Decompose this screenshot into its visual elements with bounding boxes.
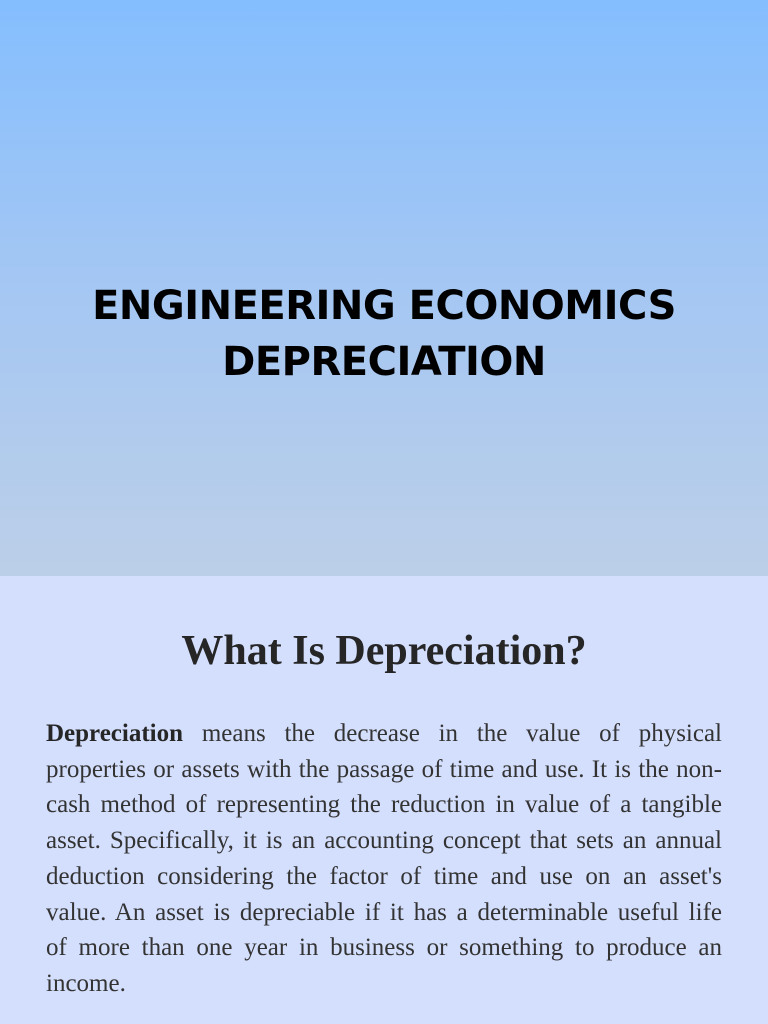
title-line-1: ENGINEERING ECONOMICS (92, 283, 676, 329)
definition-paragraph (46, 716, 722, 1002)
slide-title (0, 278, 768, 390)
content-slide (0, 576, 768, 1024)
definition-term: Depreciation (46, 720, 184, 747)
content-heading: What Is Depreciation? (181, 628, 587, 674)
definition-text: means the decrease in the value of physical properties or assets with the passage of time and use. It is the non-cash method of representing the reduction in value of a tangible asset. Specifically, it is an accounting concept that sets an annual deduction considering the factor of time and use on an asset's value. An asset is depreciable if it has a determinable useful life of more than one year in business or something to produce an income. (46, 720, 723, 997)
title-line-2: DEPRECIATION (222, 339, 546, 385)
